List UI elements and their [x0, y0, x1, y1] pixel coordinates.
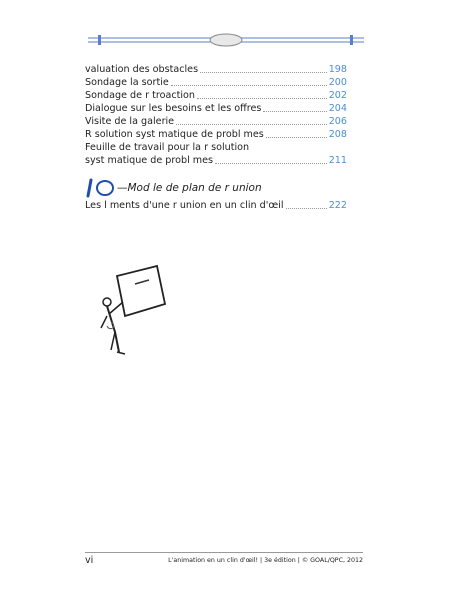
- toc-entry[interactable]: [85, 63, 347, 76]
- toc-list: [85, 63, 347, 167]
- presenter-illustration: [95, 262, 175, 362]
- leader-dots: [200, 72, 327, 73]
- leader-dots: [197, 98, 327, 99]
- toc-entry-page: 200: [328, 77, 347, 88]
- toc-entry-page: 202: [328, 90, 347, 101]
- toc-entry-multiline[interactable]: [85, 142, 347, 167]
- toc-entry[interactable]: [85, 115, 347, 128]
- toc-entry-title-line2: syst matique de probl mes: [85, 155, 214, 166]
- toc-entry-page: 206: [328, 116, 347, 127]
- leader-dots: [266, 137, 327, 138]
- leader-dots: [286, 208, 327, 209]
- toc-entry[interactable]: [85, 76, 347, 89]
- toc-entry[interactable]: [85, 102, 347, 115]
- toc-entry-page: 198: [328, 64, 347, 75]
- toc-entry-title: Sondage de r troaction: [85, 90, 195, 101]
- page-number: vi: [85, 555, 94, 566]
- header-decoration: [88, 32, 364, 46]
- toc-entry[interactable]: [85, 199, 347, 212]
- toc-entry-title: R solution syst matique de probl mes: [85, 129, 264, 140]
- leader-dots: [215, 163, 327, 164]
- toc-entry-title: valuation des obstacles: [85, 64, 199, 75]
- header-bar-graphic: [88, 33, 364, 47]
- toc-entry-title: Dialogue sur les besoins et les offres: [85, 103, 262, 114]
- toc-entry[interactable]: [85, 89, 347, 102]
- section-title: —Mod le de plan de r union: [117, 182, 262, 194]
- footer-rule: [85, 552, 363, 553]
- toc-entry-title: Les l ments d'une r union en un clin d'œil: [85, 200, 284, 211]
- toc-entry-title-line1: Feuille de travail pour la r solution: [85, 142, 250, 153]
- leader-dots: [171, 85, 327, 86]
- toc-entry-page: 204: [328, 103, 347, 114]
- toc-entry-title: Sondage la sortie: [85, 77, 169, 88]
- toc-entry-page: 208: [328, 129, 347, 140]
- toc-entry-page: 211: [328, 155, 347, 166]
- section-heading[interactable]: [85, 177, 347, 199]
- footer-book-info: L'animation en un clin d'œil! | 3e édition | © GOAL/QPC, 2012: [168, 557, 363, 564]
- toc-entry-title: Visite de la galerie: [85, 116, 175, 127]
- toc-entry-page: 222: [328, 200, 347, 211]
- svg-text:10: 10: [85, 177, 87, 178]
- section-number-10: [85, 177, 115, 199]
- leader-dots: [263, 111, 326, 112]
- stick-figure-easel-icon: [95, 262, 175, 362]
- leader-dots: [176, 124, 327, 125]
- toc-entry[interactable]: [85, 128, 347, 141]
- toc-section: [85, 177, 347, 212]
